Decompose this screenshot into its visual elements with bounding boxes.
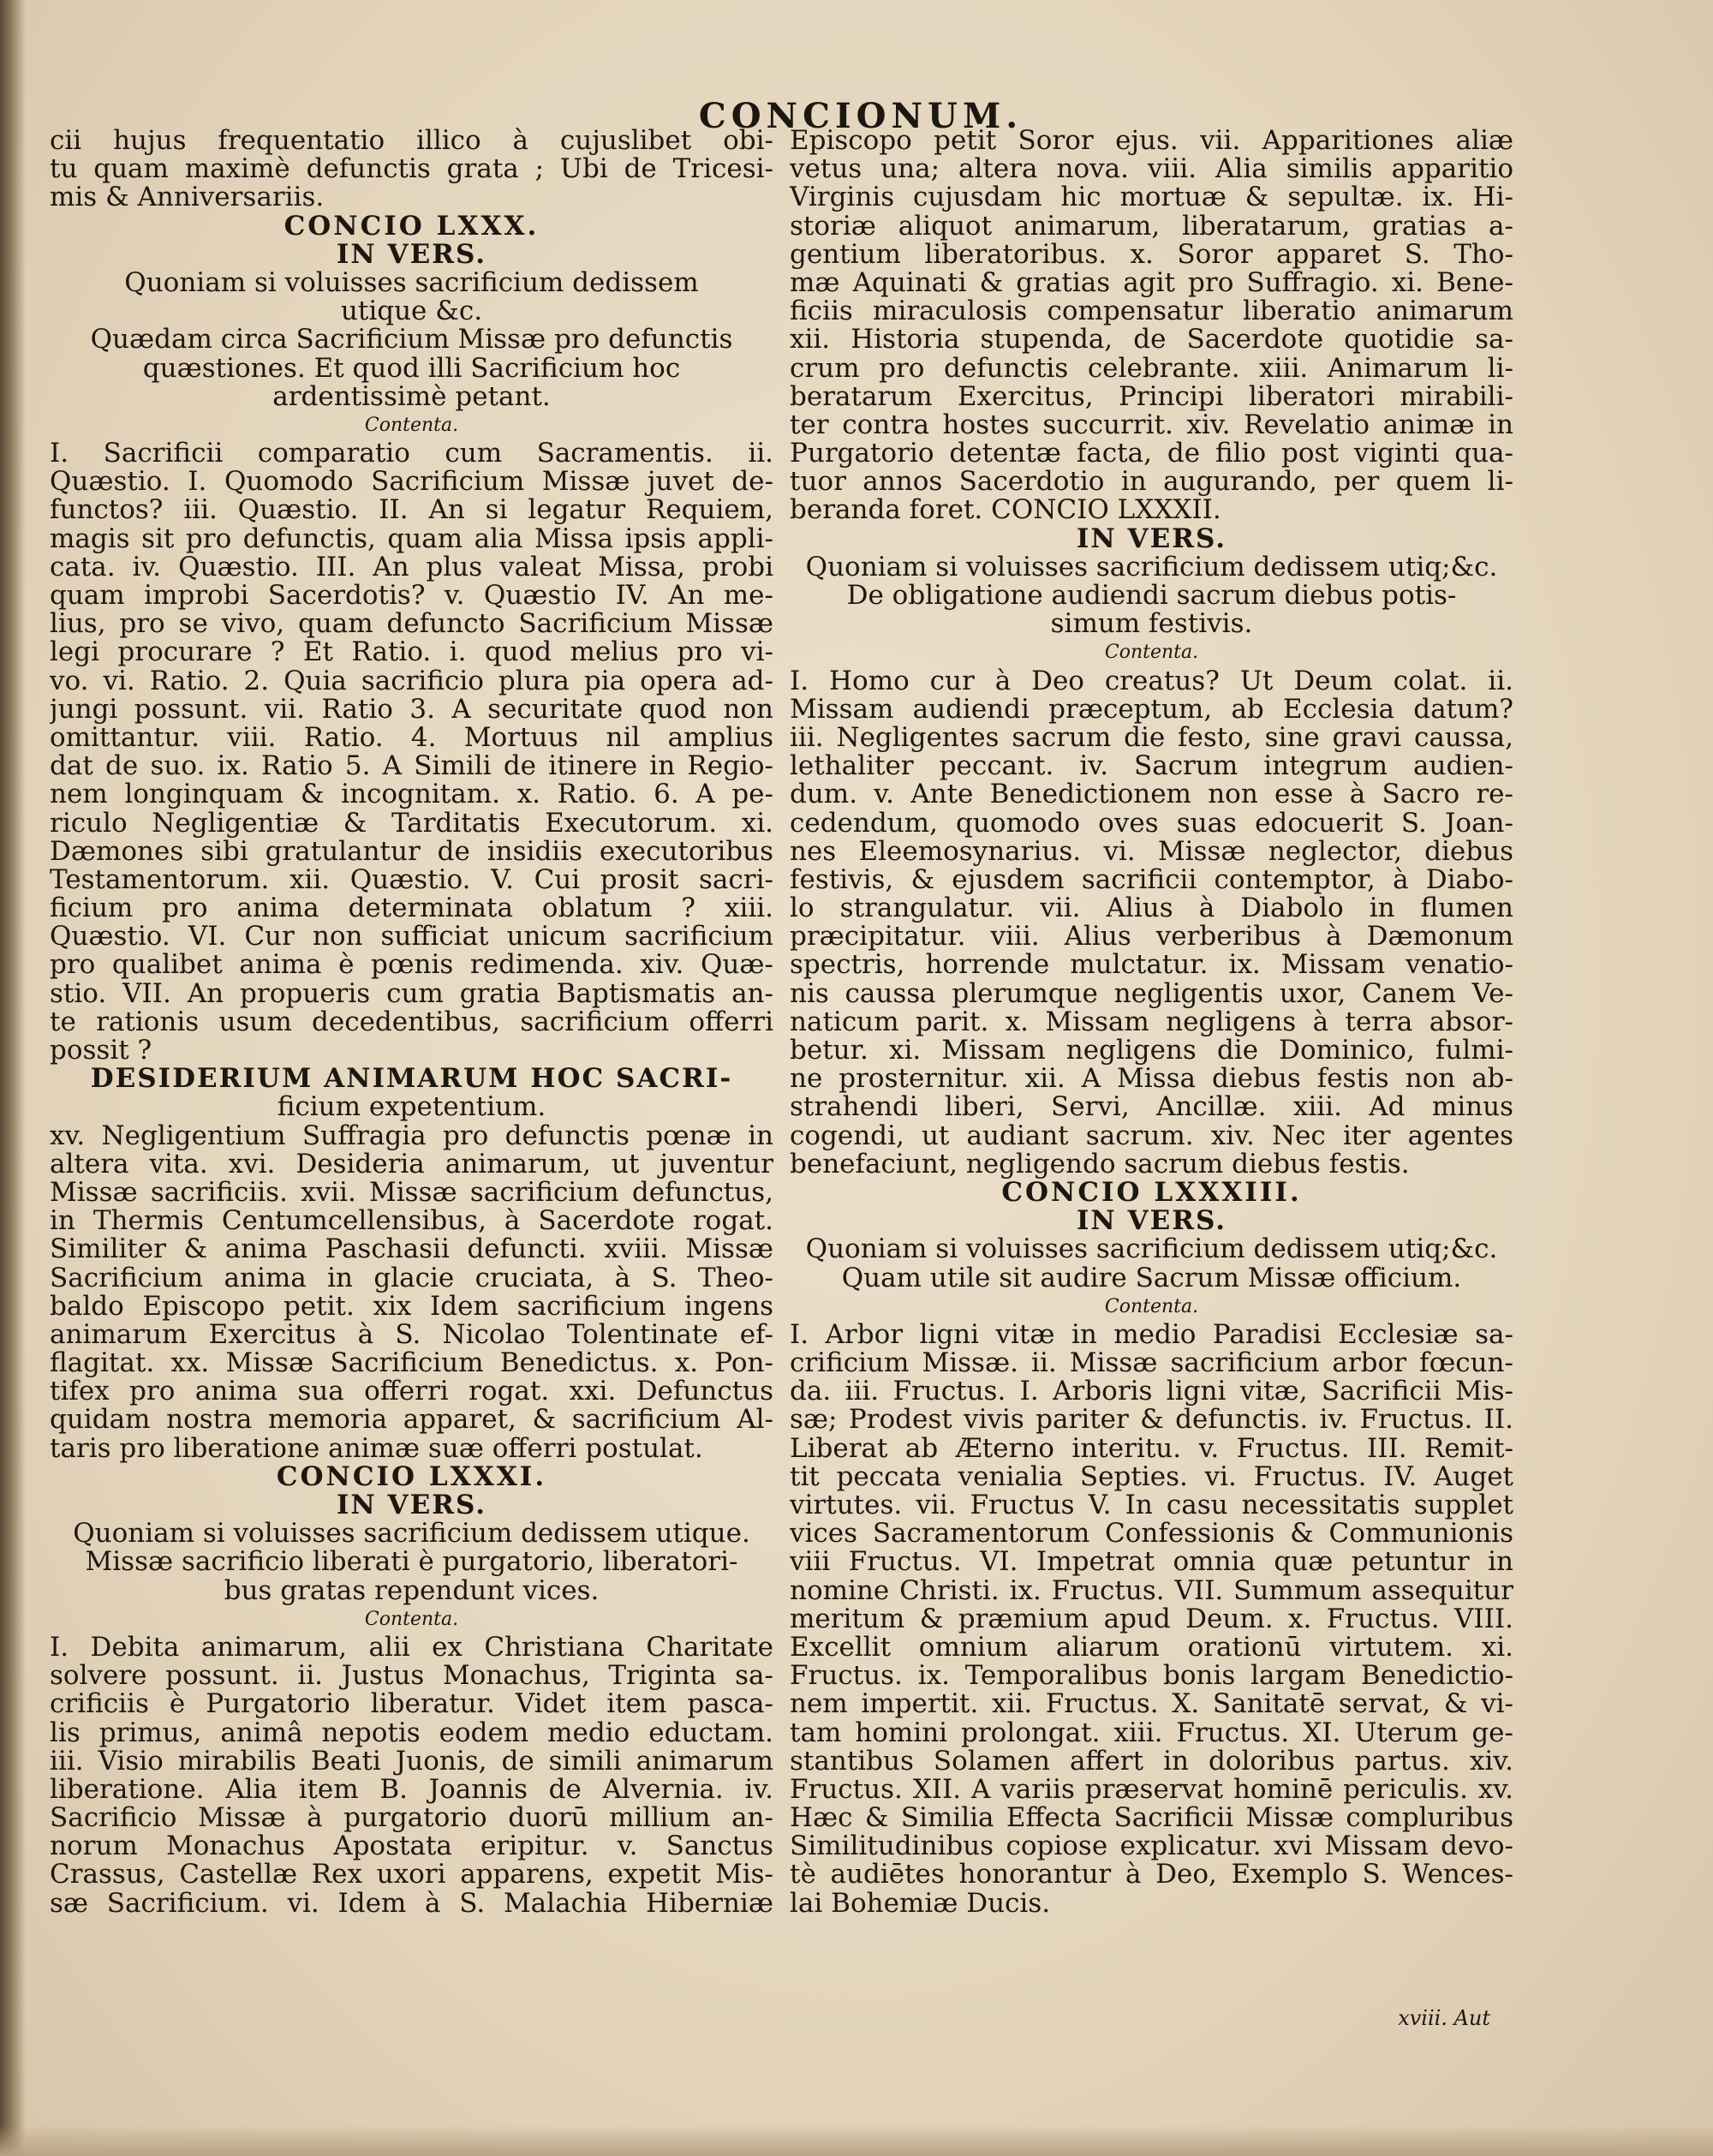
text-line: te rationis usum decedentibus, sacrificium offerri [50,1007,773,1036]
text-line: ter contra hostes succurrit. xiv. Revelatio animæ in [790,410,1513,440]
text-line: De obligatione audiendi sacrum diebus potis- [846,582,1457,611]
text-line: possit ? [50,1036,152,1066]
text-line: taris pro liberatione animæ suæ offerri postulat. [50,1434,703,1463]
text-line: nomine Christi. ix. Fructus. VII. Summum assequitur [790,1576,1513,1605]
text-line: crificiis è Purgatorio liberatur. Videt item pasca- [50,1690,773,1719]
text-line: vices Sacramentorum Confessionis & Communionis [790,1520,1513,1549]
text-line: lo strangulatur. vii. Alius à Diabolo in flumen [790,894,1513,923]
text-line: spectris, horrende mulctatur. ix. Missam venatio- [790,951,1513,980]
text-line: animarum Exercitus à S. Nicolao Tolentinate ef- [50,1320,773,1350]
text-line: pro qualibet anima è pœnis redimenda. xiv. Quæ- [50,951,773,980]
text-line: mis & Anniversariis. [50,183,325,212]
text-line: crum pro defunctis celebrante. xiii. Animarum li- [790,354,1513,383]
catchword: xviii. Aut [1398,2006,1490,2030]
text-line: legi procurare ? Et Ratio. i. quod melius pro vi- [50,638,773,667]
text-line: flagitat. xx. Missæ Sacrificium Benedictus. x. Pon- [50,1349,773,1378]
text-line: Quoniam si voluisses sacrificium dedissem utiq;&c. [805,552,1498,582]
text-line: tit peccata venialia Septies. vi. Fructus. IV. Auget [790,1462,1513,1491]
running-head: CONCIONUM. [698,96,1024,136]
text-line: utique &c. [340,297,483,326]
text-line: gentium liberatoribus. x. Soror apparet S. Tho- [790,240,1513,269]
text-line: nem impertit. xii. Fructus. X. Sanitatē servat, & vi- [790,1690,1513,1719]
text-line: Missæ sacrificiis. xvii. Missæ sacrificium defunctus, [50,1178,773,1208]
text-line: functos? iii. Quæstio. II. An si legatur Requiem, [50,496,773,525]
text-line: tè audiētes honorantur à Deo, Exemplo S. Wences- [790,1860,1513,1890]
text-line: ficiis miraculosis compensatur liberatio animarum [790,297,1513,326]
text-line: baldo Episcopo petit. xix Idem sacrificium ingens [50,1292,773,1321]
text-line: da. iii. Fructus. I. Arboris ligni vitæ, Sacrificii Mis- [790,1377,1513,1406]
text-line: cedendum, quomodo oves suas edocuerit S. Joan- [790,809,1513,838]
text-line: sæ Sacrificium. vi. Idem à S. Malachia Hiberniæ [50,1889,773,1918]
text-line: I. Sacrificii comparatio cum Sacramentis. ii. [50,439,773,469]
text-line: nis caussa plerumque negligentis uxor, Canem Ve- [790,979,1513,1008]
text-line: crificium Missæ. ii. Missæ sacrificium arbor fœcun- [790,1349,1513,1378]
section-heading: DESIDERIUM ANIMARUM HOC SACRI- [90,1065,733,1094]
text-line: in Thermis Centumcellensibus, à Sacerdote rogat. [50,1207,773,1236]
text-line: dat de suo. ix. Ratio 5. A Simili de itinere in Regio- [50,752,773,781]
text-line: ficium expetentium. [277,1093,546,1122]
text-line: beratarum Exercitus, Principi liberatori mirabili- [790,382,1513,411]
text-line: viii Fructus. VI. Impetrat omnia quæ petuntur in [790,1548,1513,1577]
text-line: strahendi liberi, Servi, Ancillæ. xiii. Ad minus [790,1093,1513,1122]
page-bottom-edge [0,2125,1713,2156]
text-line: Quædam circa Sacrificium Missæ pro defunctis [90,325,733,355]
text-line: Sacrificio Missæ à purgatorio duorū millium an- [50,1804,773,1833]
contents-label: Contenta. [364,414,459,436]
text-line: sæ; Prodest vivis pariter & defunctis. iv. Fructus. II. [790,1406,1513,1435]
text-line: iii. Negligentes sacrum die festo, sine gravi caussa, [790,723,1513,753]
right-column [790,127,1513,1918]
text-line: lius, pro se vivo, quam defuncto Sacrificium Missæ [50,610,773,639]
text-line: Testamentorum. xii. Quæstio. V. Cui prosit sacri- [50,865,773,895]
page-binding-edge [0,0,26,2156]
text-line: riculo Negligentiæ & Tarditatis Executorum. xi. [50,809,773,838]
text-line: Quoniam si voluisses sacrificium dedissem [124,268,699,298]
text-line: meritum & præmium apud Deum. x. Fructus. VIII. [790,1604,1513,1633]
section-heading: CONCIO LXXX. [284,212,540,241]
text-line: lai Bohemiæ Ducis. [790,1889,1051,1918]
left-column [50,127,773,1918]
text-line: Quam utile sit audire Sacrum Missæ officium. [841,1263,1462,1293]
text-line: xii. Historia stupenda, de Sacerdote quotidie sa- [790,325,1513,355]
text-line: cata. iv. Quæstio. III. An plus valeat Missa, probi [50,552,773,582]
text-line: Fructus. ix. Temporalibus bonis largam Benedictio- [790,1662,1513,1691]
text-line: quæstiones. Et quod illi Sacrificium hoc [142,354,681,383]
text-line: Missæ sacrificio liberati è purgatorio, liberatori- [85,1548,738,1577]
text-line: Quoniam si voluisses sacrificium dedissem utiq;&c. [805,1235,1498,1264]
text-line: Hæc & Similia Effecta Sacrificii Missæ compluribus [790,1804,1513,1833]
section-heading: IN VERS. [336,240,487,269]
text-line: tuor annos Sacerdotio in augurando, per quem li- [790,468,1513,497]
text-line: vetus una; altera nova. viii. Alia similis apparitio [790,155,1513,184]
text-line: festivis, & ejusdem sacrificii contemptor, à Diabo- [790,865,1513,895]
text-line: liberatione. Alia item B. Joannis de Alvernia. iv. [50,1775,773,1805]
text-line: tifex pro anima sua offerri rogat. xxi. Defunctus [50,1377,773,1406]
text-line: quam improbi Sacerdotis? v. Quæstio IV. An me- [50,582,773,611]
section-heading: CONCIO LXXXIII. [1001,1178,1302,1208]
text-line: Quæstio. VI. Cur non sufficiat unicum sacrificium [50,923,773,952]
text-line: jungi possunt. vii. Ratio 3. A securitate quod non [50,695,773,724]
text-line: Episcopo petit Soror ejus. vii. Apparitiones aliæ [790,127,1513,156]
text-line: solvere possunt. ii. Justus Monachus, Triginta sa- [50,1662,773,1691]
text-line: virtutes. vii. Fructus V. In casu necessitatis supplet [790,1491,1513,1520]
text-line: storiæ aliquot animarum, liberatarum, gratias a- [790,212,1513,241]
text-line: ardentissimè petant. [272,382,551,411]
text-line: Liberat ab Æterno interitu. v. Fructus. III. Remit- [790,1434,1513,1463]
text-line: dum. v. Ante Benedictionem non esse à Sacro re- [790,780,1513,809]
text-line: tu quam maximè defunctis grata ; Ubi de Tricesi- [50,155,773,184]
text-line: ne prosternitur. xii. A Missa diebus festis non ab- [790,1065,1513,1094]
text-line: præcipitatur. viii. Alius verberibus à Dæmonum [790,923,1513,952]
text-line: omittantur. viii. Ratio. 4. Mortuus nil amplius [50,723,773,753]
text-line: vo. vi. Ratio. 2. Quia sacrificio plura pia opera ad- [50,666,773,696]
text-line: Purgatorio detentæ facta, de filio post viginti qua- [790,439,1513,469]
contents-label: Contenta. [1104,1295,1199,1317]
text-line: beranda foret. CONCIO LXXXII. [790,496,1221,525]
text-line: cii hujus frequentatio illico à cujuslibet obi- [50,127,773,156]
text-line: Similitudinibus copiose explicatur. xvi Missam devo- [790,1832,1513,1861]
text-line: ficium pro anima determinata oblatum ? xiii. [50,894,773,923]
text-line: altera vita. xvi. Desideria animarum, ut juventur [50,1150,773,1179]
text-line: I. Debita animarum, alii ex Christiana Charitate [50,1633,773,1663]
contents-label: Contenta. [364,1608,459,1630]
text-line: benefaciunt, negligendo sacrum diebus festis. [790,1150,1410,1179]
text-line: Dæmones sibi gratulantur de insidiis executoribus [50,837,773,866]
text-line: stantibus Solamen affert in doloribus partus. xiv. [790,1747,1513,1776]
text-line: I. Homo cur à Deo creatus? Ut Deum colat. ii. [790,666,1513,696]
text-line: Crassus, Castellæ Rex uxori apparens, expetit Mis- [50,1860,773,1890]
text-line: nem longinquam & incognitam. x. Ratio. 6. A pe- [50,780,773,809]
text-line: I. Arbor ligni vitæ in medio Paradisi Ecclesiæ sa- [790,1320,1513,1350]
section-heading: CONCIO LXXXI. [276,1462,547,1491]
text-line: lis primus, animâ nepotis eodem medio eductam. [50,1718,773,1747]
text-line: Fructus. XII. A variis præservat hominē periculis. xv. [790,1775,1513,1805]
text-line: xv. Negligentium Suffragia pro defunctis pœnæ in [50,1121,773,1150]
text-line: Similiter & anima Paschasii defuncti. xviii. Missæ [50,1235,773,1264]
text-line: Excellit omnium aliarum orationū virtutem. xi. [790,1633,1513,1663]
text-line: bus gratas rependunt vices. [224,1576,600,1605]
text-line: Missam audiendi præceptum, ab Ecclesia datum? [790,695,1513,724]
text-line: nes Eleemosynarius. vi. Missæ neglector, diebus [790,837,1513,866]
text-line: cogendi, ut audiant sacrum. xiv. Nec iter agentes [790,1121,1513,1150]
text-line: naticum parit. x. Missam negligens à terra absor- [790,1007,1513,1036]
section-heading: IN VERS. [336,1491,487,1520]
section-heading: IN VERS. [1076,524,1227,553]
text-line: iii. Visio mirabilis Beati Juonis, de simili animarum [50,1747,773,1776]
text-line: norum Monachus Apostata eripitur. v. Sanctus [50,1832,773,1861]
text-line: Virginis cujusdam hic mortuæ & sepultæ. ix. Hi- [790,183,1513,212]
text-line: magis sit pro defunctis, quam alia Missa ipsis appli- [50,524,773,553]
text-line: mæ Aquinati & gratias agit pro Suffragio. xi. Bene- [790,268,1513,298]
text-line: Quoniam si voluisses sacrificium dedissem utique. [73,1520,750,1549]
text-line: betur. xi. Missam negligens die Dominico, fulmi- [790,1036,1513,1066]
text-line: Sacrificium anima in glacie cruciata, à S. Theo- [50,1263,773,1293]
contents-label: Contenta. [1104,642,1199,664]
text-line: lethaliter peccant. iv. Sacrum integrum audien- [790,752,1513,781]
text-line: simum festivis. [1050,610,1253,639]
text-line: tam homini prolongat. xiii. Fructus. XI. Uterum ge- [790,1718,1513,1747]
text-line: stio. VII. An propueris cum gratia Baptismatis an- [50,979,773,1008]
text-line: Quæstio. I. Quomodo Sacrificium Missæ juvet de- [50,468,773,497]
section-heading: IN VERS. [1076,1207,1227,1236]
text-line: quidam nostra memoria apparet, & sacrificium Al- [50,1406,773,1435]
